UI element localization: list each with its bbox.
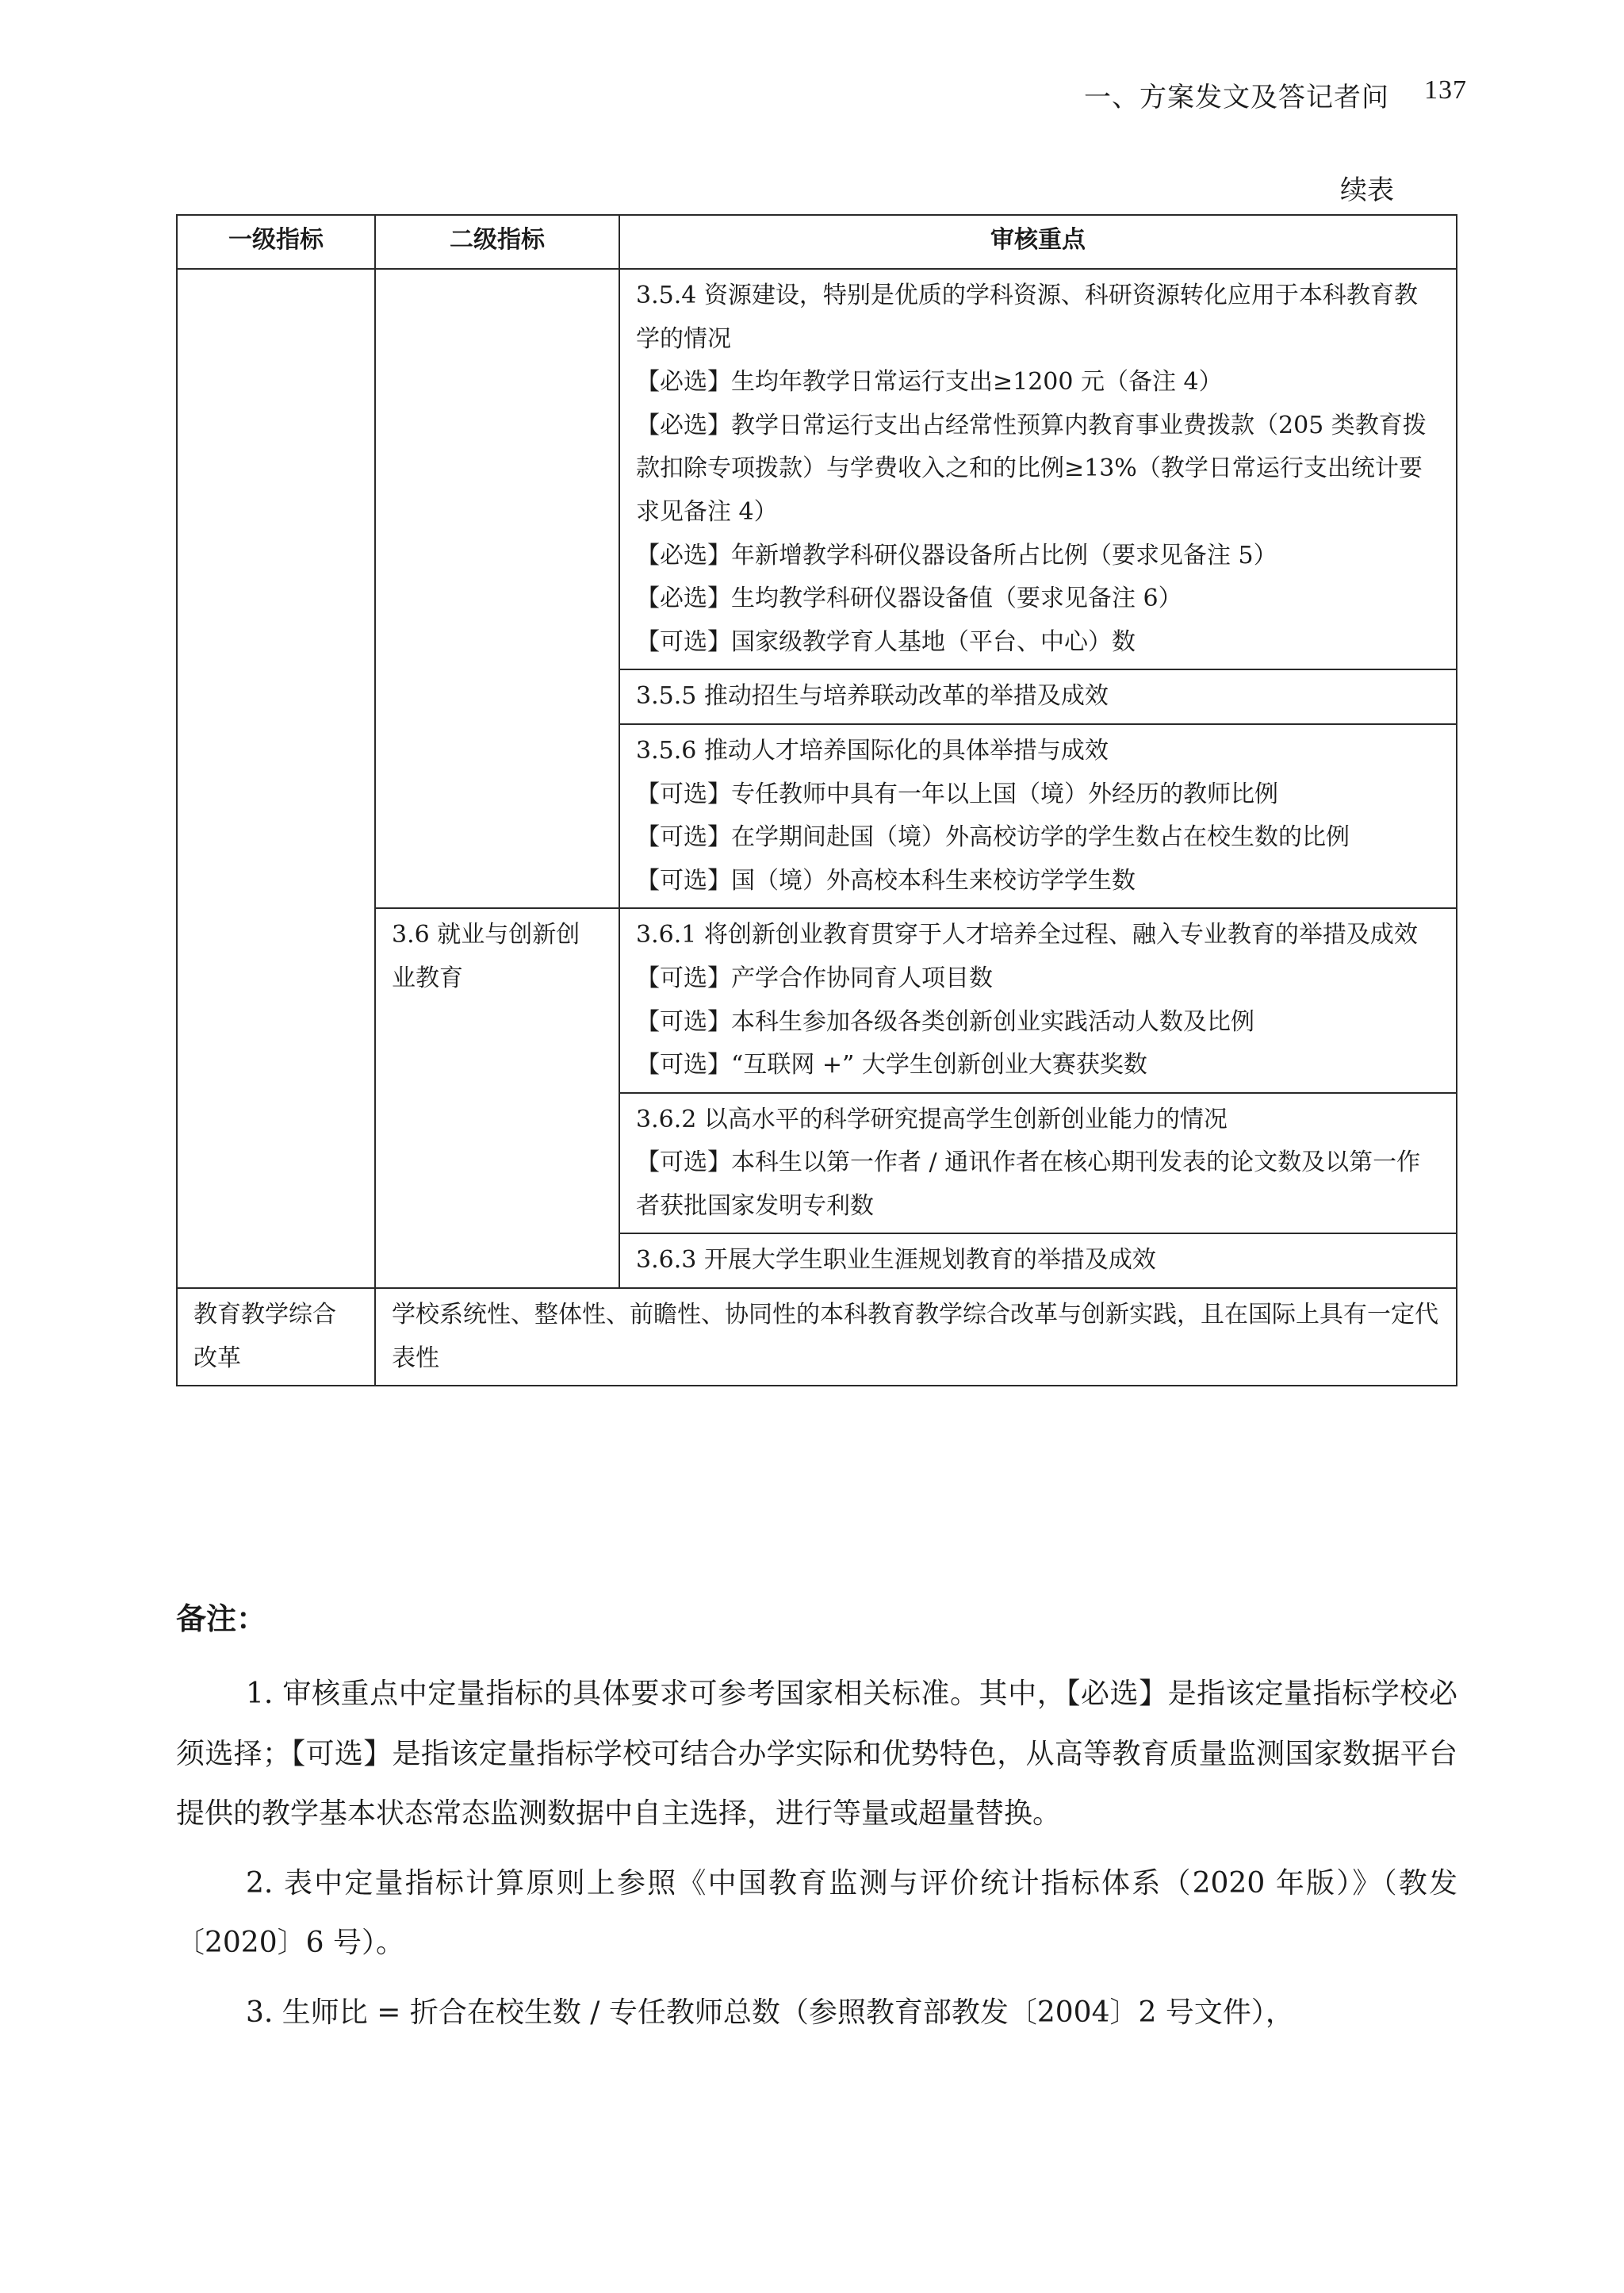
secondary-indicator-cell-empty [375, 269, 619, 908]
review-item-title: 3.6.1 将创新创业教育贯穿于人才培养全过程、融入专业教育的举措及成效 [636, 921, 1418, 949]
review-cell-3-6-3 [619, 1233, 1457, 1288]
note-item-2: 2. 表中定量指标计算原则上参照《中国教育监测与评价统计指标体系（2020 年版）》（教发〔2020〕6 号）。 [176, 1866, 1457, 1960]
table-header-row [177, 215, 1457, 269]
table-row [177, 1288, 1457, 1386]
review-item-title: 3.5.4 资源建设，特别是优质的学科资源、科研资源转化应用于本科教育教学的情况 [636, 282, 1418, 353]
header-primary-indicator: 一级指标 [177, 215, 375, 269]
indicator-table [176, 214, 1457, 1386]
review-cell-3-6-1 [619, 908, 1457, 1092]
header-review-focus: 审核重点 [619, 215, 1457, 269]
notes-section [176, 1664, 1457, 2053]
review-item: 【可选】国家级教学育人基地（平台、中心）数 [636, 627, 1136, 656]
review-item: 【可选】本科生参加各级各类创新创业实践活动人数及比例 [636, 1007, 1254, 1036]
review-item: 【必选】年新增教学科研仪器设备所占比例（要求见备注 5） [636, 541, 1277, 569]
primary-indicator-reform: 教育教学综合改革 [177, 1288, 375, 1386]
chapter-title: 一、方案发文及答记者问 [1084, 82, 1389, 113]
review-item: 【可选】专任教师中具有一年以上国（境）外经历的教师比例 [636, 780, 1278, 808]
review-item: 【必选】教学日常运行支出占经常性预算内教育事业费拨款（205 类教育拨款扣除专项拨款）与学费收入之和的比例≥13%（教学日常运行支出统计要求见备注 4） [636, 411, 1427, 526]
page-header [1055, 75, 1467, 114]
review-cell-3-5-4 [619, 269, 1457, 669]
review-item-title: 3.6.3 开展大学生职业生涯规划教育的举措及成效 [636, 1246, 1156, 1275]
review-item: 【可选】“互联网 +” 大学生创新创业大赛获奖数 [636, 1051, 1147, 1079]
reform-description: 学校系统性、整体性、前瞻性、协同性的本科教育教学综合改革与创新实践，且在国际上具有一定代表性 [375, 1288, 1457, 1386]
secondary-indicator-3-6: 3.6 就业与创新创业教育 [375, 908, 619, 1288]
review-item: 【必选】生均教学科研仪器设备值（要求见备注 6） [636, 585, 1182, 613]
review-item-title: 3.5.6 推动人才培养国际化的具体举措与成效 [636, 736, 1109, 765]
primary-indicator-cell-empty [177, 269, 375, 1288]
note-item-3: 3. 生师比 = 折合在校生数 / 专任教师总数（参照教育部教发〔2004〕2 号文件）， [246, 1996, 1294, 2029]
review-cell-3-5-6 [619, 724, 1457, 908]
page-number: 137 [1424, 75, 1467, 105]
review-item: 【必选】生均年教学日常运行支出≥1200 元（备注 4） [636, 368, 1223, 397]
review-cell-3-5-5 [619, 669, 1457, 724]
review-cell-3-6-2 [619, 1093, 1457, 1234]
review-item-title: 3.5.5 推动招生与培养联动改革的举措及成效 [636, 682, 1109, 711]
notes-title: 备注： [176, 1601, 267, 1636]
continued-label: 续表 [1340, 174, 1394, 206]
review-item: 【可选】本科生以第一作者 / 通讯作者在核心期刊发表的论文数及以第一作者获批国家发明专利数 [636, 1148, 1421, 1220]
review-item: 【可选】产学合作协同育人项目数 [636, 964, 993, 992]
review-item-title: 3.6.2 以高水平的科学研究提高学生创新创业能力的情况 [636, 1105, 1228, 1133]
review-item: 【可选】国（境）外高校本科生来校访学学生数 [636, 866, 1136, 895]
table-row [177, 269, 1457, 669]
note-item-1: 1. 审核重点中定量指标的具体要求可参考国家相关标准。其中，【必选】是指该定量指标学校必须选择；【可选】是指该定量指标学校可结合办学实际和优势特色，从高等教育质量监测国家数据平台提供的教学基本状态常态监测数据中自主选择，进行等量或超量替换。 [176, 1678, 1457, 1831]
header-secondary-indicator: 二级指标 [375, 215, 619, 269]
review-item: 【可选】在学期间赴国（境）外高校访学的学生数占在校生数的比例 [636, 823, 1350, 852]
